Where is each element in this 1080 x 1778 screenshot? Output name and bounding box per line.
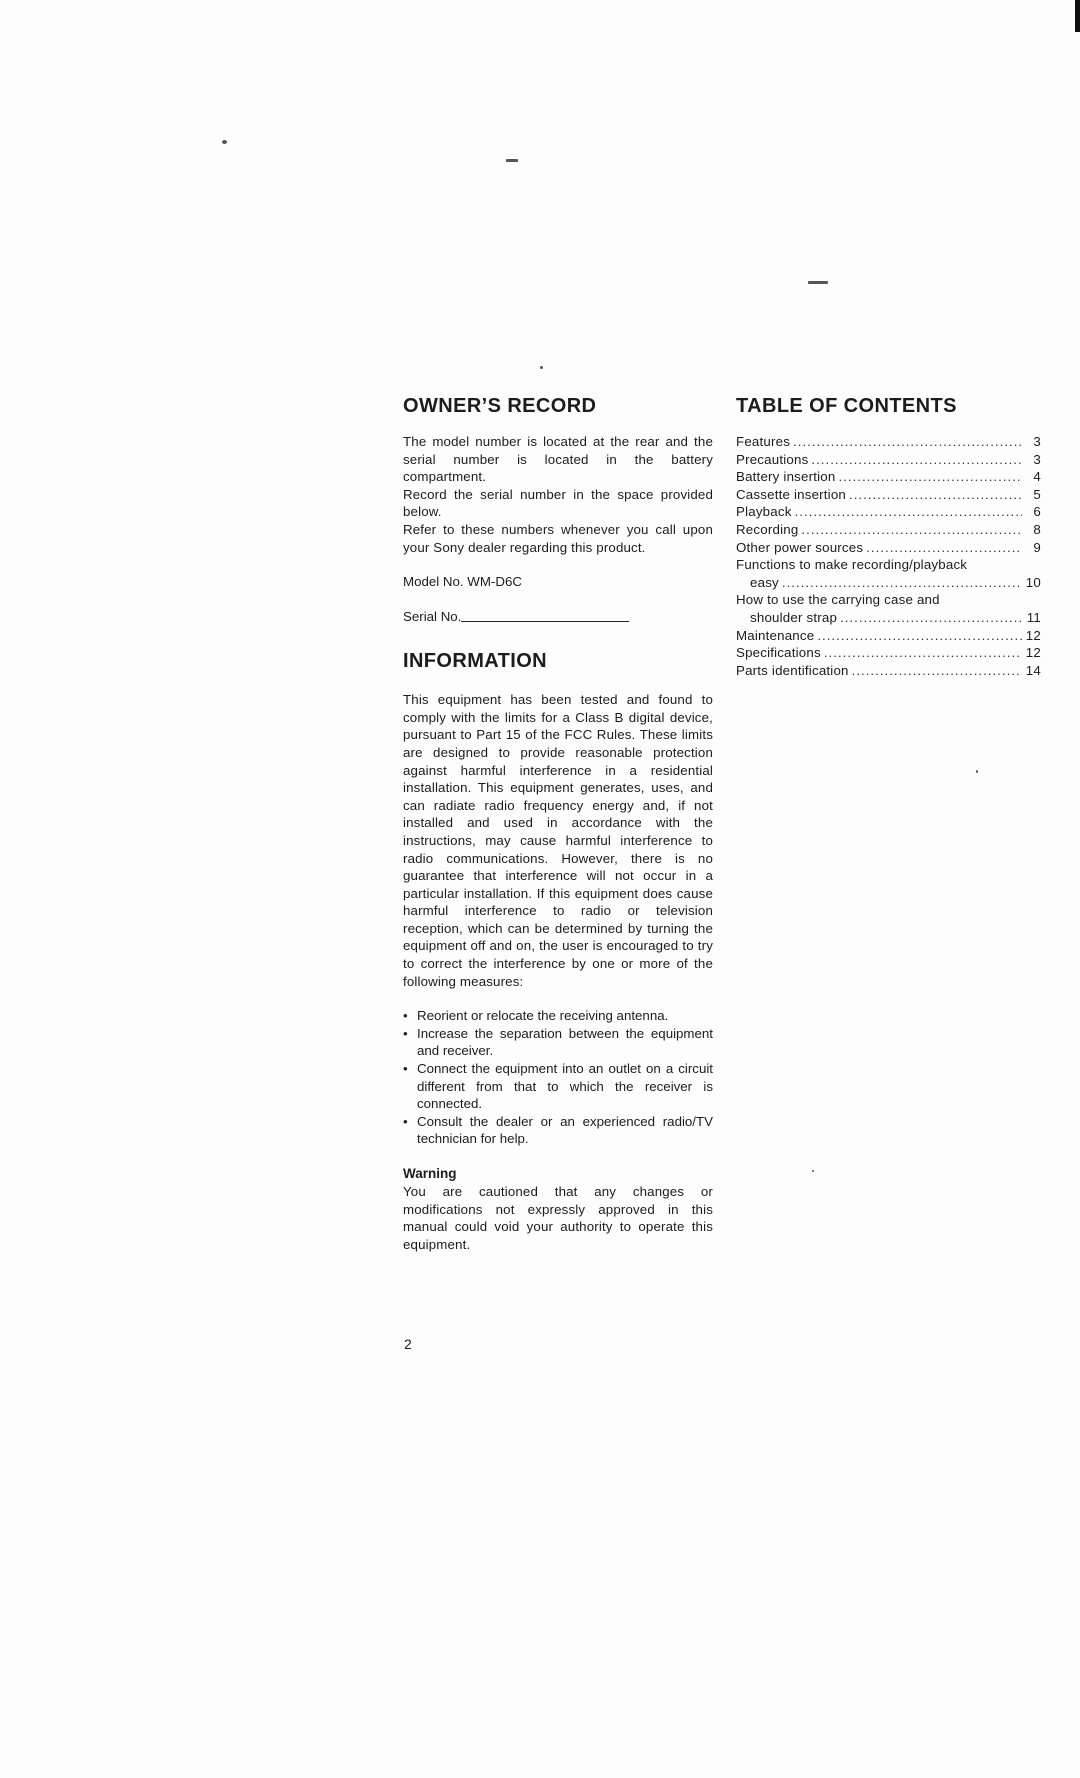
toc-entry-page: 10 <box>1025 574 1041 590</box>
toc-entry-page: 12 <box>1025 645 1041 661</box>
toc-entry <box>736 539 1041 557</box>
toc-leader <box>817 627 1022 645</box>
list-item <box>403 1113 713 1148</box>
toc-entry-title: Other power sources <box>736 539 864 555</box>
list-item <box>403 1025 713 1060</box>
toc-leader <box>840 609 1022 627</box>
toc-entry-page: 6 <box>1033 504 1041 520</box>
toc-leader <box>811 451 1022 469</box>
measure-text: Consult the dealer or an experienced radio/TV technician for help. <box>417 1113 713 1147</box>
information-title: INFORMATION <box>403 650 548 673</box>
owners-record-paragraph-1: The model number is located at the rear and the serial number is located in the battery compartment. <box>403 434 713 485</box>
list-item <box>403 1060 713 1113</box>
toc-entry-page: 9 <box>1033 539 1041 555</box>
toc-entry-title-continued: easy <box>750 574 779 590</box>
scan-speck <box>808 281 828 284</box>
toc-entry-page: 3 <box>1033 434 1041 449</box>
toc-leader <box>838 468 1022 486</box>
toc-entry-title: Parts identification <box>736 662 849 678</box>
warning-title: Warning <box>403 1166 457 1181</box>
toc-entry-title: Precautions <box>736 451 809 467</box>
toc-entry <box>736 627 1041 645</box>
page-edge-mark <box>1075 0 1080 32</box>
toc-entry-title: Cassette insertion <box>736 486 847 502</box>
bullet: • <box>403 1061 408 1077</box>
scan-speck <box>812 1170 814 1172</box>
serial-number-row <box>403 608 713 626</box>
toc-leader <box>795 503 1022 521</box>
toc-entry-title: How to use the carrying case and <box>736 592 940 608</box>
bullet: • <box>403 1008 408 1024</box>
toc-entry-page: 11 <box>1026 609 1041 625</box>
owners-record-paragraph-3: Refer to these numbers whenever you call upon your Sony dealer regarding this product. <box>403 521 713 555</box>
owners-record-paragraph-2: Record the serial number in the space provided below. <box>403 486 713 520</box>
toc-leader <box>782 574 1022 592</box>
toc-entry <box>736 662 1041 680</box>
toc-leader <box>801 521 1022 539</box>
toc-leader <box>824 644 1022 662</box>
owners-record-section <box>403 393 713 626</box>
toc-entry <box>736 468 1041 486</box>
toc-leader <box>793 433 1022 451</box>
toc-entry-page: 4 <box>1033 469 1041 485</box>
information-section <box>403 648 713 1253</box>
toc-entry-page: 8 <box>1033 521 1041 537</box>
toc-leader <box>866 539 1022 557</box>
toc-entry-title: Features <box>736 434 791 449</box>
measure-text: Connect the equipment into an outlet on a circuit different from that to which the receiver is connected. <box>417 1061 713 1112</box>
toc-entry-title: Playback <box>736 504 792 520</box>
toc-entry-continuation <box>736 609 1041 627</box>
table-of-contents-section <box>736 393 1041 679</box>
page-number: 2 <box>404 1336 412 1352</box>
scan-speck <box>540 366 543 369</box>
toc-entry-continuation <box>736 574 1041 592</box>
toc-entry-title: Specifications <box>736 645 821 661</box>
scan-speck <box>506 159 518 162</box>
toc-entry-title-continued: shoulder strap <box>750 609 838 625</box>
toc-entry-page: 12 <box>1025 627 1041 643</box>
toc-entry-title: Recording <box>736 521 799 537</box>
warning-text: You are cautioned that any changes or modifications not expressly approved in this manual could void your authority to operate this equipment. <box>403 1184 713 1252</box>
bullet: • <box>403 1113 408 1129</box>
toc-entry <box>736 644 1041 662</box>
measure-text: Increase the separation between the equipment and receiver. <box>417 1025 713 1059</box>
toc-leader <box>852 662 1022 680</box>
toc-entry <box>736 556 1041 591</box>
serial-number-blank <box>461 620 629 622</box>
list-item <box>403 1007 713 1025</box>
warning-block <box>403 1165 713 1253</box>
toc-entry-title: Functions to make recording/playback <box>736 557 968 573</box>
toc-entry-page: 3 <box>1033 451 1041 467</box>
toc-entry-page: 14 <box>1025 662 1041 678</box>
toc-entry <box>736 503 1041 521</box>
owners-record-title: OWNER’S RECORD <box>403 395 597 417</box>
toc-leader <box>849 486 1022 504</box>
information-paragraph: This equipment has been tested and found to comply with the limits for a Class B digital device, pursuant to Part 15 of the FCC Rules. These limits are designed to provide reasonable protection against harmful interference in a residential installation. This equipment generates, uses, and can radiate radio frequency energy and, if not installed and used in accordance with the instructions, may cause harmful interference to radio communications. However, there is no guarantee that interference will not occur in a particular installation. If this equipment does cause harmful interference to radio or television reception, which can be determined by turning the equipment off and on, the user is encouraged to try to correct the interference by one or more of the following measures: <box>403 692 713 989</box>
bullet: • <box>403 1025 408 1041</box>
measures-list <box>403 1007 713 1148</box>
serial-number-label: Serial No. <box>403 609 462 625</box>
toc-entry-title: Battery insertion <box>736 469 836 485</box>
toc-entry <box>736 451 1041 469</box>
measure-text: Reorient or relocate the receiving antenna. <box>417 1008 669 1024</box>
model-number: Model No. WM-D6C <box>403 574 522 590</box>
toc-entry-page: 5 <box>1033 486 1041 502</box>
toc-entry <box>736 433 1041 451</box>
toc-entry <box>736 486 1041 504</box>
scan-speck <box>222 140 227 144</box>
toc-title: TABLE OF CONTENTS <box>736 395 957 417</box>
toc-entry <box>736 521 1041 539</box>
toc-list <box>736 433 1041 679</box>
toc-entry-title: Maintenance <box>736 627 815 643</box>
scan-speck <box>976 770 978 773</box>
left-column <box>403 393 713 1253</box>
toc-entry <box>736 591 1041 626</box>
